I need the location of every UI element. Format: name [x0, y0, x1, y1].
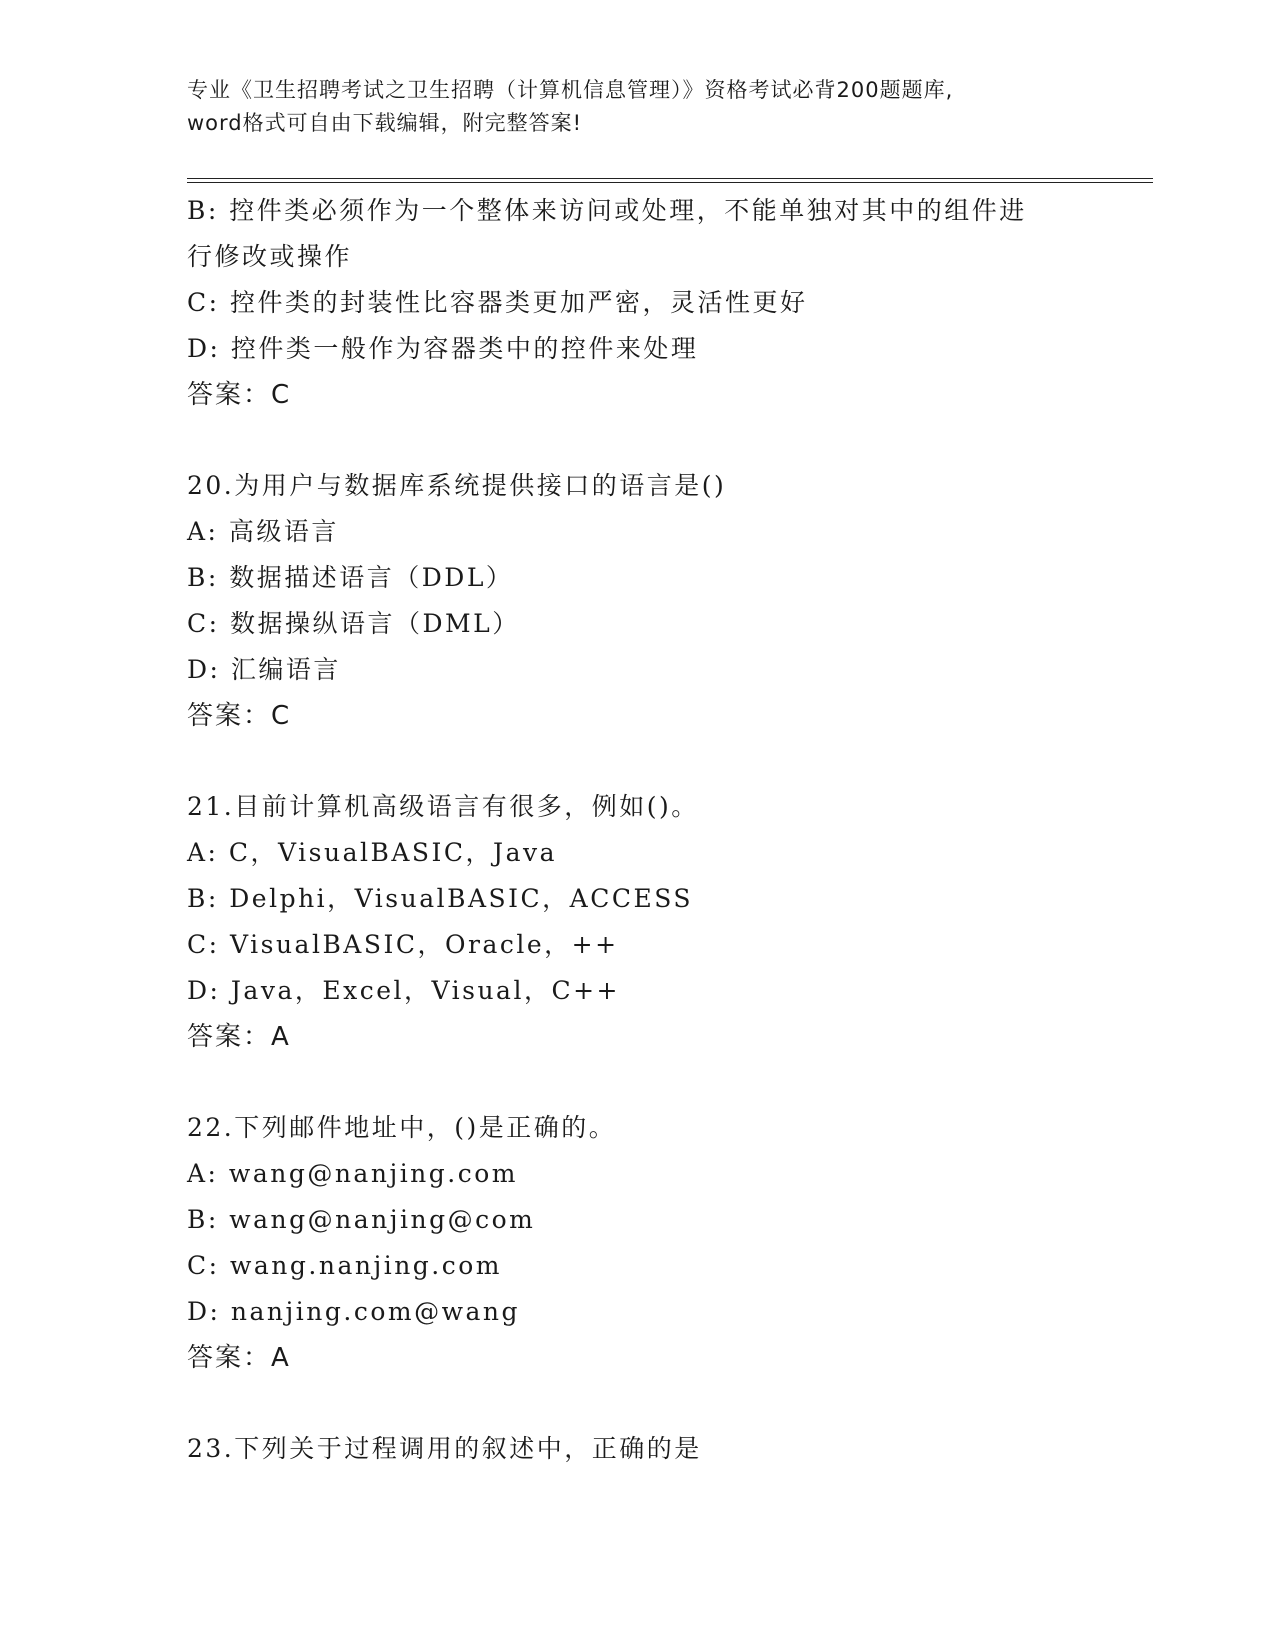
option-a: A: wang@nanjing.com	[187, 1159, 518, 1188]
option-c: C: wang.nanjing.com	[187, 1251, 503, 1280]
option-c: C: VisualBASIC，Oracle，++	[187, 930, 619, 959]
document-header	[187, 74, 1087, 140]
spacer	[187, 1060, 1087, 1105]
header-title-line-2: word格式可自由下载编辑，附完整答案!	[187, 111, 583, 135]
spacer	[187, 1381, 1087, 1426]
option-b: B: wang@nanjing@com	[187, 1205, 536, 1234]
question-19-continued	[187, 188, 1087, 418]
spacer	[187, 418, 1087, 463]
option-d: D: nanjing.com@wang	[187, 1297, 520, 1326]
option-b-line-2: 行修改或操作	[187, 242, 353, 271]
question-stem: 20.为用户与数据库系统提供接口的语言是()	[187, 471, 727, 500]
option-a: A: 高级语言	[187, 517, 339, 546]
answer: 答案：A	[187, 1022, 291, 1052]
question-stem: 22.下列邮件地址中，()是正确的。	[187, 1113, 617, 1142]
question-stem: 21.目前计算机高级语言有很多，例如()。	[187, 792, 699, 821]
option-b: B: Delphi，VisualBASIC，ACCESS	[187, 884, 694, 913]
option-b: B: 数据描述语言（DDL）	[187, 563, 514, 592]
question-21	[187, 784, 1087, 1060]
header-divider	[187, 178, 1153, 183]
question-20	[187, 463, 1087, 739]
option-a: A: C，VisualBASIC，Java	[187, 838, 558, 867]
question-stem: 23.下列关于过程调用的叙述中，正确的是	[187, 1434, 702, 1463]
option-d: D: 汇编语言	[187, 655, 341, 684]
option-b-line-1: B: 控件类必须作为一个整体来访问或处理，不能单独对其中的组件进	[187, 196, 1027, 225]
option-d: D: 控件类一般作为容器类中的控件来处理	[187, 334, 699, 363]
header-title-line-1: 专业《卫生招聘考试之卫生招聘（计算机信息管理）》资格考试必背200题题库,	[187, 78, 954, 102]
question-22	[187, 1105, 1087, 1381]
answer: 答案：C	[187, 380, 292, 410]
option-d: D: Java，Excel，Visual，C++	[187, 976, 620, 1005]
option-c: C: 数据操纵语言（DML）	[187, 609, 520, 638]
answer: 答案：C	[187, 701, 292, 731]
option-c: C: 控件类的封装性比容器类更加严密，灵活性更好	[187, 288, 808, 317]
answer: 答案：A	[187, 1343, 291, 1373]
spacer	[187, 739, 1087, 784]
question-list	[187, 188, 1087, 1472]
question-23	[187, 1426, 1087, 1472]
